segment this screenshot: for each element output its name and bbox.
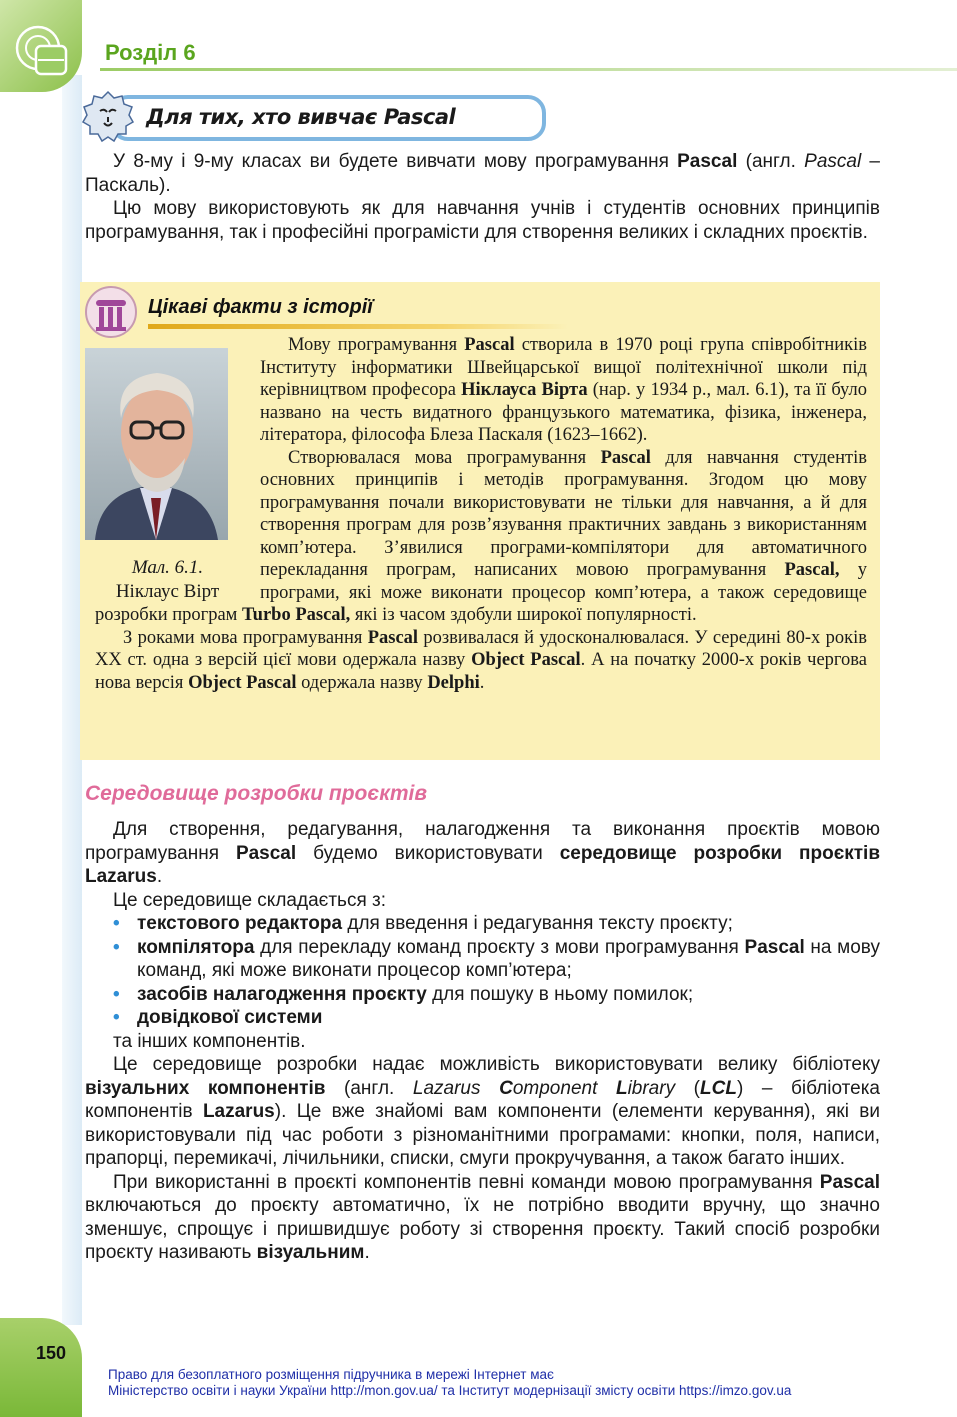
text-run: . <box>156 866 163 887</box>
text-run: (нар. у 1934 р., мал. 6.1), та її було названо на честь видатного французького математика, фізика, інженера, літератора, філософа Блеза Паскаля (1623–1662). <box>260 380 867 445</box>
text-run: Pascal <box>235 842 297 864</box>
text-run: C <box>499 1077 513 1099</box>
text-run: розвивалася й удосконалювалася. У середині 80-х років XX ст. одна з версій цієї мови одержала назву <box>95 627 867 670</box>
text-run: компілятора <box>137 936 255 958</box>
text-run: . <box>479 672 485 693</box>
text-run: . А на початку 2000-х років чергова нова версія <box>95 650 867 693</box>
intro-text <box>85 150 880 244</box>
text-run: одержала назву <box>296 672 428 693</box>
page-corner <box>0 1318 82 1417</box>
license-footer <box>108 1367 791 1399</box>
intro-paragraph <box>85 150 880 197</box>
section-heading: Середовище розробки проєктів <box>85 782 428 805</box>
list-item-text <box>137 984 693 1005</box>
lion-icon <box>80 89 136 145</box>
text-run: текстового редактора <box>137 913 343 934</box>
text-run: Pascal <box>464 335 515 355</box>
chapter-divider <box>100 68 957 71</box>
section-paragraph <box>85 818 880 889</box>
column-icon <box>83 284 139 340</box>
figure-6-1 <box>85 348 250 604</box>
history-facts-text <box>95 334 867 694</box>
text-run: Для створення, редагування, налагодження та виконання проєктів мовою програмування <box>85 819 880 864</box>
text-run: ibrary <box>627 1077 676 1099</box>
list-item <box>113 936 880 983</box>
text-run: на мову команд, які може виконати процесор комп’ютера; <box>137 936 880 981</box>
text-run: засобів налагодження проєкту <box>137 983 427 1005</box>
text-run: – Паскаль). <box>85 151 880 196</box>
page-number: 150 <box>36 1343 67 1363</box>
text-run: ( <box>675 1077 701 1099</box>
history-facts-divider <box>148 324 568 329</box>
figure-caption <box>85 556 250 604</box>
text-run: для перекладу команд проєкту з мови програмування <box>254 936 745 958</box>
text-run: для пошуку в ньому помилок; <box>426 983 694 1005</box>
text-run: Цю мову використовують як для навчання учнів і студентів основних принципів програмування, так і професійні програмісти для створення великих і складних проєктів. <box>85 198 880 243</box>
text-run: З роками мова програмування <box>123 627 368 648</box>
text-run: створила в 1970 році група співробітників Інституту інформатики Швейцарської вищої політехнічної школи під керівництвом професора <box>260 335 867 400</box>
text-run: При використанні в проєкті компонентів певні команди мовою програмування <box>113 1171 820 1193</box>
chapter-corner <box>0 0 82 92</box>
text-run: У 8-му і 9-му класах ви будете вивчати мову програмування <box>113 151 678 172</box>
text-run: Це середовище розробки надає можливість використовувати велику бібліотеку <box>113 1054 880 1075</box>
list-item <box>113 983 880 1007</box>
text-run: . <box>364 1242 370 1263</box>
page-side-strip <box>62 75 82 1325</box>
text-run: довідкової системи <box>137 1007 323 1028</box>
text-run: L <box>615 1077 628 1099</box>
figure-person-name: Ніклаус Вірт <box>115 581 220 602</box>
text-run: Object Pascal <box>188 672 297 693</box>
text-run: візуальним <box>256 1242 365 1263</box>
section-paragraph <box>85 1030 880 1054</box>
list-item <box>113 912 880 936</box>
text-run: LCL <box>700 1077 737 1099</box>
list-item <box>113 1006 880 1030</box>
text-run: Lazarus <box>412 1077 500 1099</box>
bullet-icon: • <box>113 1007 120 1028</box>
text-run: omponent <box>512 1077 616 1099</box>
text-run: Pascal <box>819 1171 880 1193</box>
text-run: Мову програмування <box>288 335 465 355</box>
text-run: ). Це вже знайомі вам компоненти (елементи керування), які ви використовували під час роботи з різноманітними програмами: кнопки, поля, написи, прапорці, перемикачі, лічильники, списки, смуги прокручування, а також багато інших. <box>85 1101 881 1169</box>
text-run: Pascal <box>367 627 419 648</box>
chapter-icon <box>14 24 70 80</box>
license-line-2: Міністерство освіти і науки України http://mon.gov.ua/ та Інститут модернізації змісту освіти https://imzo.gov.ua <box>108 1383 792 1398</box>
list-item-text <box>137 937 880 982</box>
text-run: Turbo Pascal, <box>242 605 351 625</box>
pascal-callout-title: Для тих, хто вивчає Pascal <box>146 105 456 129</box>
history-facts-title: Цікаві факти з історії <box>148 296 373 318</box>
figure-label: Мал. 6.1. <box>131 557 204 578</box>
text-run: (англ. <box>325 1077 413 1099</box>
section-paragraph <box>85 889 880 913</box>
text-run: середовище розробки проєктів Lazarus <box>85 842 881 887</box>
text-run: для навчання студентів основних принципів і методів програмування. Згодом цю мову програмування почали використовувати не тільки для навчання, а й для створення програм для розв’язування практичних завдань з використанням комп’ютера. З’явилися програми-компілятори для автоматичного перекладання програм, написаних мовою програмування <box>260 447 867 580</box>
list-item-text <box>137 913 733 934</box>
text-run: візуальних компонентів <box>85 1077 326 1099</box>
portrait-image <box>85 348 228 540</box>
pascal-callout <box>110 95 546 141</box>
facts-paragraph <box>95 627 867 695</box>
license-line-1: Право для безоплатного розміщення підручника в мережі Інтернет має <box>108 1367 554 1382</box>
text-run: Object Pascal <box>471 650 581 670</box>
text-run: Створювалася мова програмування <box>288 447 601 468</box>
text-run: які із часом здобули широкої популярності. <box>350 605 697 625</box>
list-item-text <box>137 1007 322 1028</box>
components-list <box>85 912 880 1030</box>
text-run: Lazarus <box>202 1101 275 1122</box>
bullet-icon: • <box>113 936 120 958</box>
text-run: будемо використовувати <box>296 842 560 864</box>
bullet-icon: • <box>113 983 120 1005</box>
text-run: включаються до проєкту автоматично, їх не потрібно вводити вручну, що значно зменшує, спрощує і пришвидшує роботу зі створення проєкту. Такий спосіб розробки проєкту називають <box>85 1195 880 1263</box>
text-run: Це середовище складається з: <box>113 889 386 911</box>
intro-paragraph <box>85 197 880 244</box>
text-run: Pascal <box>804 151 862 172</box>
text-run: Pascal <box>600 447 651 468</box>
section-text <box>85 818 880 1265</box>
section-paragraph <box>85 1053 880 1171</box>
bullet-icon: • <box>113 913 120 934</box>
chapter-title: Розділ 6 <box>105 40 196 65</box>
text-run: Pascal <box>744 936 805 958</box>
text-run: та інших компонентів. <box>113 1030 306 1052</box>
text-run: для введення і редагування тексту проєкту; <box>342 913 733 934</box>
section-paragraph <box>85 1171 880 1265</box>
text-run: Delphi <box>427 672 480 693</box>
text-run: Ніклауса Вірта <box>461 380 588 400</box>
history-facts-box <box>80 282 880 760</box>
text-run: у програми, які може виконати процесор комп’ютера, а також середовище розробки програм <box>95 560 867 625</box>
text-run: (англ. <box>737 151 805 172</box>
text-run: Pascal <box>677 151 738 172</box>
portrait-photo <box>85 348 228 540</box>
text-run: ) – бібліотека компонентів <box>85 1077 880 1122</box>
text-run: Pascal, <box>784 560 840 580</box>
